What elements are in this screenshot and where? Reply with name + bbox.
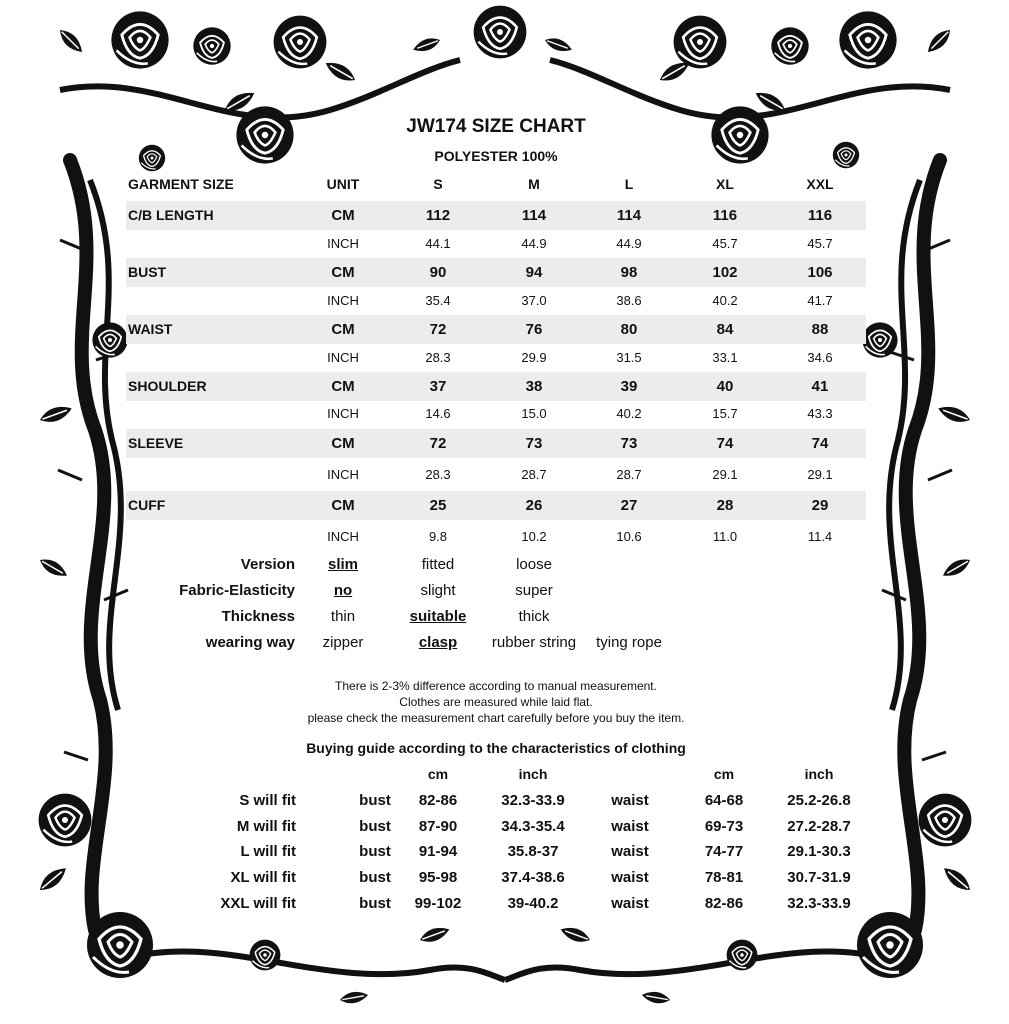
table-cell-cm: 116 — [807, 207, 833, 224]
table-cell-inch: 28.7 — [521, 467, 547, 482]
guide-size-label: XXL will fit — [220, 895, 296, 912]
attribute-option-selected: no — [333, 582, 353, 599]
guide-cell-cm: 69-73 — [704, 818, 744, 835]
table-cell-cm: 39 — [620, 378, 638, 395]
guide-cell-inch: 35.8-37 — [507, 843, 559, 860]
attribute-label: Thickness — [221, 608, 295, 625]
table-cell-cm: 73 — [620, 435, 638, 452]
table-header-garment-size: GARMENT SIZE — [128, 176, 234, 192]
buying-guide-title: Buying guide according to the characteristics of clothing — [306, 740, 686, 756]
guide-part-bust: bust — [359, 792, 391, 809]
attribute-option: thin — [330, 608, 356, 625]
table-header-s: S — [433, 176, 443, 192]
table-cell-inch: 11.0 — [712, 529, 738, 544]
table-row-band — [126, 372, 866, 401]
guide-cell-inch: 30.7-31.9 — [787, 869, 851, 886]
table-cell-inch: 28.3 — [425, 467, 451, 482]
table-cell-inch: 43.3 — [807, 406, 833, 421]
table-cell-inch: 45.7 — [712, 236, 738, 251]
table-unit-cm: CM — [331, 378, 355, 395]
table-cell-inch: 10.6 — [616, 529, 642, 544]
guide-part-bust: bust — [359, 818, 391, 835]
table-cell-cm: 84 — [716, 321, 734, 338]
guide-cell-cm: 82-86 — [418, 792, 458, 809]
table-cell-inch: 14.6 — [425, 406, 451, 421]
table-cell-cm: 74 — [811, 435, 829, 452]
table-unit-inch: INCH — [327, 236, 359, 251]
table-cell-inch: 15.7 — [712, 406, 738, 421]
note-line: Clothes are measured while laid flat. — [399, 695, 593, 709]
guide-part-bust: bust — [359, 895, 391, 912]
table-header-l: L — [624, 176, 634, 192]
table-row-label: SLEEVE — [128, 435, 184, 451]
table-unit-inch: INCH — [327, 467, 359, 482]
attribute-label: Fabric-Elasticity — [179, 582, 295, 599]
guide-cell-cm: 91-94 — [418, 843, 458, 860]
table-unit-inch: INCH — [327, 406, 359, 421]
table-cell-cm: 29 — [811, 497, 829, 514]
note-line: There is 2-3% difference according to manual measurement. — [335, 679, 657, 693]
attribute-option-selected: slim — [327, 556, 359, 573]
guide-cell-inch: 37.4-38.6 — [501, 869, 565, 886]
table-cell-cm: 80 — [620, 321, 638, 338]
table-cell-cm: 88 — [811, 321, 829, 338]
guide-part-waist: waist — [611, 792, 649, 809]
guide-cell-inch: 27.2-28.7 — [787, 818, 851, 835]
table-cell-cm: 116 — [712, 207, 738, 224]
table-cell-cm: 28 — [716, 497, 734, 514]
table-header-unit: UNIT — [326, 176, 360, 192]
attribute-option: slight — [420, 582, 456, 599]
attribute-label: Version — [240, 556, 295, 573]
table-cell-cm: 27 — [620, 497, 638, 514]
guide-header-inch: inch — [518, 766, 548, 782]
table-cell-inch: 37.0 — [521, 293, 547, 308]
table-cell-inch: 29.9 — [521, 350, 547, 365]
table-unit-cm: CM — [331, 207, 355, 224]
table-row-label: BUST — [128, 264, 167, 280]
table-header-xxl: XXL — [806, 176, 834, 192]
guide-part-waist: waist — [611, 895, 649, 912]
table-cell-cm: 98 — [620, 264, 638, 281]
guide-part-bust: bust — [359, 843, 391, 860]
table-cell-cm: 114 — [616, 207, 642, 224]
table-unit-cm: CM — [331, 497, 355, 514]
guide-cell-cm: 64-68 — [704, 792, 744, 809]
attribute-option: thick — [518, 608, 550, 625]
guide-cell-inch: 25.2-26.8 — [787, 792, 851, 809]
guide-cell-cm: 78-81 — [704, 869, 744, 886]
table-row-band — [126, 491, 866, 520]
attribute-option: fitted — [421, 556, 455, 573]
attribute-option: rubber string — [491, 634, 577, 651]
table-cell-cm: 74 — [716, 435, 734, 452]
table-cell-inch: 28.7 — [616, 467, 642, 482]
table-cell-cm: 73 — [525, 435, 543, 452]
table-cell-cm: 76 — [525, 321, 543, 338]
table-unit-cm: CM — [331, 435, 355, 452]
table-unit-inch: INCH — [327, 293, 359, 308]
table-row-band — [126, 258, 866, 287]
table-cell-inch: 10.2 — [521, 529, 547, 544]
table-cell-cm: 26 — [525, 497, 543, 514]
guide-cell-inch: 32.3-33.9 — [787, 895, 851, 912]
table-cell-inch: 40.2 — [712, 293, 738, 308]
attribute-option-selected: clasp — [418, 634, 458, 651]
table-cell-inch: 11.4 — [807, 529, 833, 544]
fabric-subtitle: POLYESTER 100% — [434, 148, 558, 164]
attribute-option: zipper — [322, 634, 364, 651]
table-cell-inch: 31.5 — [616, 350, 642, 365]
table-cell-inch: 9.8 — [428, 529, 448, 544]
table-unit-inch: INCH — [327, 350, 359, 365]
guide-part-waist: waist — [611, 869, 649, 886]
table-cell-inch: 28.3 — [425, 350, 451, 365]
guide-part-waist: waist — [611, 843, 649, 860]
attribute-option: loose — [516, 556, 552, 573]
table-header-xl: XL — [716, 176, 734, 192]
guide-header-cm: cm — [427, 766, 449, 782]
table-cell-inch: 34.6 — [807, 350, 833, 365]
table-row-label: SHOULDER — [128, 378, 207, 394]
guide-cell-inch: 32.3-33.9 — [501, 792, 565, 809]
table-header-m: M — [528, 176, 540, 192]
guide-size-label: S will fit — [239, 792, 296, 809]
guide-cell-cm: 87-90 — [418, 818, 458, 835]
table-cell-cm: 25 — [429, 497, 447, 514]
table-unit-cm: CM — [331, 321, 355, 338]
table-cell-cm: 106 — [807, 264, 833, 281]
table-row-label: WAIST — [128, 321, 173, 337]
table-cell-cm: 37 — [429, 378, 447, 395]
attribute-option: super — [515, 582, 553, 599]
guide-size-label: M will fit — [236, 818, 296, 835]
table-cell-cm: 102 — [712, 264, 738, 281]
table-cell-inch: 41.7 — [807, 293, 833, 308]
guide-part-waist: waist — [611, 818, 649, 835]
page-title: JW174 SIZE CHART — [406, 116, 586, 137]
table-cell-cm: 40 — [716, 378, 734, 395]
table-row-band — [126, 315, 866, 344]
table-cell-inch: 44.9 — [616, 236, 642, 251]
table-cell-inch: 29.1 — [807, 467, 833, 482]
guide-cell-cm: 74-77 — [704, 843, 744, 860]
guide-header-cm: cm — [713, 766, 735, 782]
guide-header-inch: inch — [804, 766, 834, 782]
table-cell-inch: 40.2 — [616, 406, 642, 421]
guide-size-label: L will fit — [240, 843, 296, 860]
attribute-option: tying rope — [596, 634, 662, 651]
table-row-label: CUFF — [128, 497, 166, 513]
table-row-label: C/B LENGTH — [128, 207, 214, 223]
table-cell-cm: 38 — [525, 378, 543, 395]
table-cell-inch: 45.7 — [807, 236, 833, 251]
table-cell-cm: 72 — [429, 321, 447, 338]
table-cell-inch: 15.0 — [521, 406, 547, 421]
table-cell-cm: 112 — [425, 207, 451, 224]
guide-cell-inch: 34.3-35.4 — [501, 818, 565, 835]
table-cell-cm: 90 — [429, 264, 447, 281]
table-unit-cm: CM — [331, 264, 355, 281]
guide-size-label: XL will fit — [230, 869, 296, 886]
guide-cell-inch: 29.1-30.3 — [787, 843, 851, 860]
attribute-label: wearing way — [205, 634, 295, 651]
guide-cell-cm: 99-102 — [414, 895, 462, 912]
table-cell-inch: 33.1 — [712, 350, 738, 365]
guide-cell-cm: 95-98 — [418, 869, 458, 886]
table-cell-cm: 114 — [521, 207, 547, 224]
table-cell-inch: 35.4 — [425, 293, 451, 308]
guide-part-bust: bust — [359, 869, 391, 886]
table-unit-inch: INCH — [327, 529, 359, 544]
table-row-band — [126, 201, 866, 230]
table-cell-cm: 94 — [525, 264, 543, 281]
guide-cell-cm: 82-86 — [704, 895, 744, 912]
note-line: please check the measurement chart carefully before you buy the item. — [307, 711, 685, 725]
table-cell-inch: 44.9 — [521, 236, 547, 251]
attribute-option-selected: suitable — [409, 608, 467, 625]
table-cell-cm: 72 — [429, 435, 447, 452]
table-cell-inch: 29.1 — [712, 467, 738, 482]
table-cell-cm: 41 — [811, 378, 829, 395]
table-cell-inch: 44.1 — [425, 236, 451, 251]
table-cell-inch: 38.6 — [616, 293, 642, 308]
guide-cell-inch: 39-40.2 — [507, 895, 559, 912]
table-row-band — [126, 429, 866, 458]
